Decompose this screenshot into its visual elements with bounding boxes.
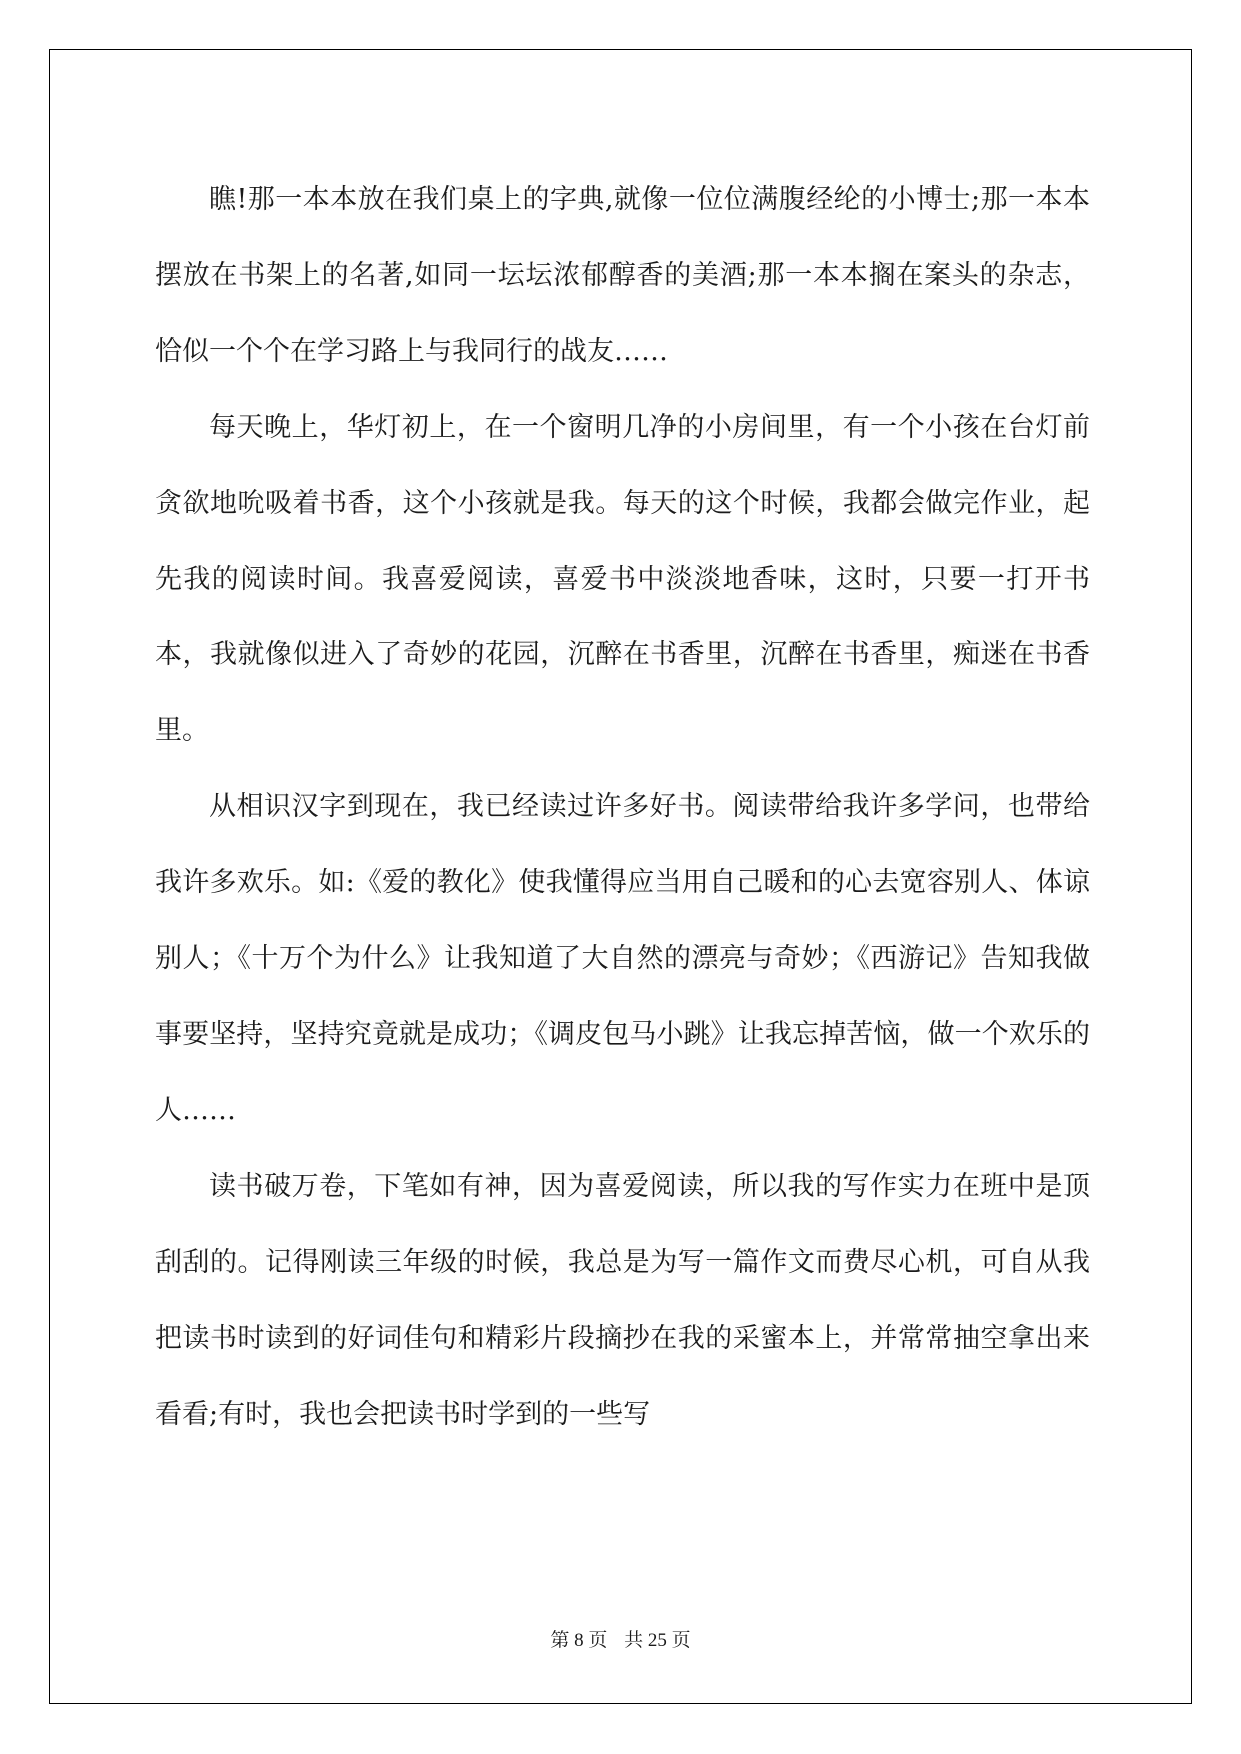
paragraph: 从相识汉字到现在，我已经读过许多好书。阅读带给我许多学问，也带给我许多欢乐。如:《爱的教化》使我懂得应当用自己暖和的心去宽容别人、体谅别人；《十万个为什么》让我知道了大自然的漂亮与奇妙；《西游记》告知我做事要坚持，坚持究竟就是成功；《调皮包马小跳》让我忘掉苦恼，做一个欢乐的人…… (155, 791, 1090, 1126)
page-number: 第 8 页 (550, 1630, 608, 1651)
page-total: 共 25 页 (624, 1630, 691, 1651)
paragraph: 读书破万卷，下笔如有神，因为喜爱阅读，所以我的写作实力在班中是顶刮刮的。记得刚读三年级的时候，我总是为写一篇作文而费尽心机，可自从我把读书时读到的好词佳句和精彩片段摘抄在我的采蜜本上，并常常抽空拿出来看看;有时，我也会把读书时学到的一些写 (155, 1170, 1090, 1430)
paragraph: 瞧!那一本本放在我们桌上的字典,就像一位位满腹经纶的小博士;那一本本摆放在书架上的名著,如同一坛坛浓郁醇香的美酒;那一本本搁在案头的杂志，恰似一个个在学习路上与我同行的战友…… (155, 184, 1090, 367)
document-body (155, 162, 1090, 1452)
paragraph: 每天晚上，华灯初上，在一个窗明几净的小房间里，有一个小孩在台灯前贪欲地吮吸着书香，这个小孩就是我。每天的这个时候，我都会做完作业，起先我的阅读时间。我喜爱阅读，喜爱书中淡淡地香味，这时，只要一打开书本，我就像似进入了奇妙的花园，沉醉在书香里，沉醉在书香里，痴迷在书香里。 (155, 411, 1090, 747)
page-footer (0, 1625, 1241, 1652)
